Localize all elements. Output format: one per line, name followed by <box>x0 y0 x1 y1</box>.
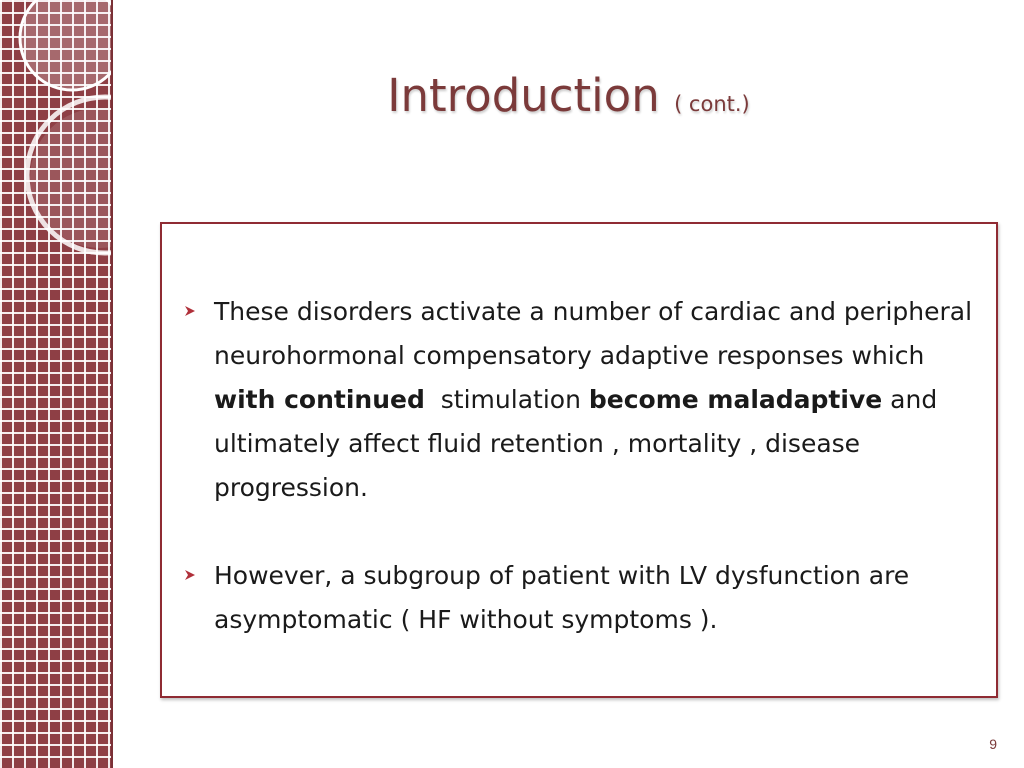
arrow-bullet-icon <box>184 305 196 317</box>
content-box <box>160 222 998 698</box>
bullet-1-bold-with-continued: with continued <box>214 385 425 414</box>
decorative-circles <box>0 0 113 768</box>
bullet-text-2: However, a subgroup of patient with LV dysfunction are asymptomatic ( HF without symptoms ). <box>214 561 910 634</box>
title-sub: ( cont.) <box>674 92 750 116</box>
bullet-1-text-start: These disorders activate a number of cardiac and peripheral neurohormonal compensatory adaptive responses which <box>214 297 973 370</box>
bullet-item-2 <box>184 554 986 642</box>
page-number: 9 <box>989 736 997 752</box>
bullet-list <box>184 290 986 642</box>
bullet-item-1 <box>184 290 986 510</box>
bullet-1-text-mid: stimulation <box>424 385 589 414</box>
bullet-1-text-end: and ultimately affect fluid retention , mortality , disease progression. <box>214 385 938 502</box>
title-main: Introduction <box>387 69 660 122</box>
bullet-text-1 <box>214 290 986 510</box>
decorative-sidebar <box>0 0 113 768</box>
bullet-1-bold-become-maladaptive: become maladaptive <box>588 385 883 414</box>
arrow-bullet-icon <box>184 569 196 581</box>
slide-title <box>113 66 1024 134</box>
